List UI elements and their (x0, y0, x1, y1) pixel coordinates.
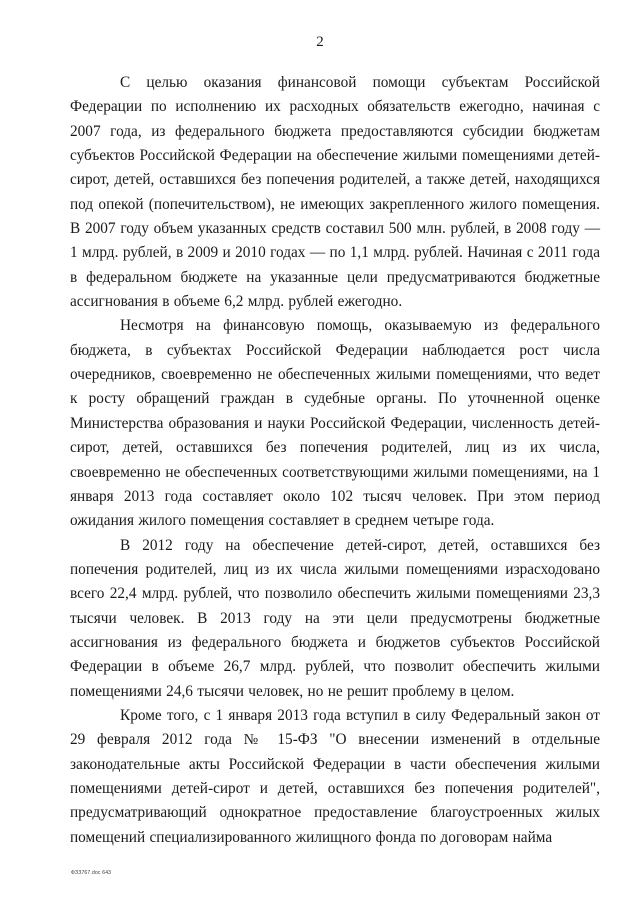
paragraph-federal-law: Кроме того, с 1 января 2013 года вступил в силу Федеральный закон от 29 февраля 2012 года № 15-ФЗ "О внесении изменений в отдельные законодательные акты Российской Федерации в части обеспечения жилыми помещениями детей-сирот и детей, оставшихся без попечения родителей", предусматривающий однократное предоставление благоустроенных жилых помещений специализированного жилищного фонда по договорам найма (70, 706, 600, 846)
paragraph-waiting-list: Несмотря на финансовую помощь, оказываемую из федерального бюджета, в субъектах Российской Федерации наблюдается рост числа очередников, своевременно не обеспеченных жилыми помещениями, что ведет к росту обращений граждан в судебные органы. По уточненной оценке Министерства образования и науки Российской Федерации, численность детей-сирот, детей, оставшихся без попечения родителей, лиц из их числа, своевременно не обеспеченных соответствующими жилыми помещениями, на 1 января 2013 года составляет около 102 тысяч человек. При этом период ожидания жилого помещения составляет в среднем четыре года. (70, 317, 600, 530)
paragraph-2012-spending: В 2012 году на обеспечение детей-сирот, детей, оставшихся без попечения родителей, лиц из их числа жилыми помещениями израсходовано всего 22,4 млрд. рублей, что позволило обеспечить жилыми помещениями 23,3 тысячи человек. В 2013 году на эти цели предусмотрены бюджетные ассигнования из федерального бюджета и бюджетов субъектов Российской Федерации в объеме 26,7 млрд. рублей, что позволит обеспечить жилыми помещениями 24,6 тысячи человек, но не решит проблему в целом. (70, 536, 600, 700)
page-number: 2 (316, 34, 324, 50)
document-body (70, 71, 600, 850)
footer-document-code: ФЗЗ767.doc 643 (71, 870, 112, 876)
paragraph-subsidies: С целью оказания финансовой помощи субъектам Российской Федерации по исполнению их расходных обязательств ежегодно, начиная с 2007 года, из федерального бюджета предоставляются субсидии бюджетам субъектов Российской Федерации на обеспечение жилыми помещениями детей-сирот, детей, оставшихся без попечения родителей, а также детей, находящихся под опекой (попечительством), не имеющих закрепленного жилого помещения. В 2007 году объем указанных средств составил 500 млн. рублей, в 2008 году — 1 млрд. рублей, в 2009 и 2010 годах — по 1,1 млрд. рублей. Начиная с 2011 года в федеральном бюджете на указанные цели предусматриваются бюджетные ассигнования в объеме 6,2 млрд. рублей ежегодно. (70, 74, 600, 311)
